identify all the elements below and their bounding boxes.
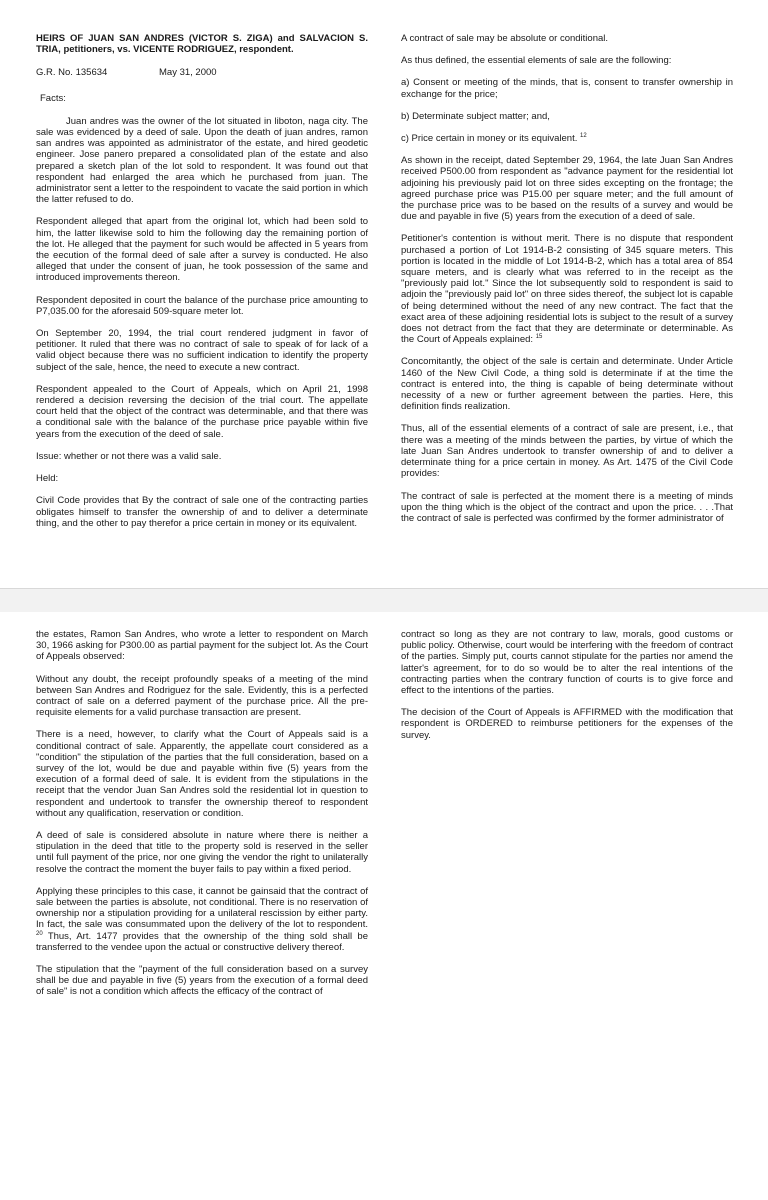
page2-right-column xyxy=(401,629,733,752)
decision-date: May 31, 2000 xyxy=(159,67,217,79)
facts-paragraph: Respondent alleged that apart from the original lot, which had been sold to him, the latter likewise sold to him the following day the remaining portion of the lot. He alleged that the payment for such would be affected in 5 years from the eecution of the formal deed of sale after a survey is conducted. He also alleged that under the consent of juan, he took possession of the same and introduced improvements thereon. xyxy=(36,216,368,284)
body-paragraph: contract so long as they are not contrary to law, morals, good customs or public policy. Otherwise, court would be interfering with the freedom of contract of the parties. Simply put, courts cannot stipulate for the parties nor amend the latter's agreement, for to do so would be to alter the real intentions of the contracting parties when the contrary function of courts is to give force and effect to the intentions of the parties. xyxy=(401,629,733,697)
issue-line: Issue: whether or not there was a valid sale. xyxy=(36,450,222,462)
page1-left-column xyxy=(36,33,368,540)
case-title: HEIRS OF JUAN SAN ANDRES (VICTOR S. ZIGA) and SALVACION S. TRIA, petitioners, vs. VICENTE RODRIGUEZ, respondent. xyxy=(36,33,368,56)
body-text: Petitioner's contention is without merit. There is no dispute that respondent purchased a portion of Lot 1914-B-2 consisting of 345 square meters. This portion is located in the middle of Lot 1914-B-2, which has a total area of 854 square meters, and is clearly what was referred to in the receipt as the "previously paid lot." Since the lot subsequently sold to respondent is said to adjoin the "previously paid lot" on three sides thereof, the subject lot is capable of being determined without the need of any new contract. The fact that the exact area of these adjoining residential lots is subject to the result of a survey does not detract from the fact that they are determinate or determinable. As the Court of Appeals explained: xyxy=(401,233,733,346)
page1-right-column xyxy=(401,33,733,535)
body-text: Applying these principles to this case, it cannot be gainsaid that the contract of sale between the parties is absolute, not conditional. There is no reservation of ownership nor a stipulation providing for a unilateral rescission by either party. In fact, the sale was consummated upon the delivery of the lot to respondent. xyxy=(36,885,368,931)
element-item xyxy=(401,133,733,144)
facts-paragraph: Juan andres was the owner of the lot situated in liboton, naga city. The sale was evidenced by a deed of sale. Upon the death of juan andres, ramon san andres was appointed as administrator of the estate, and hired geodetic engineer. Jose panero prepared a consolidated plan of the estate and also prepared a sketch plan of the lot sold to respondent. It was found out that respondent had enlarged the area which he purchased from juan. The administrator sent a letter to the respoindent to vacate the said portion in which the latter refused to do. xyxy=(36,115,368,206)
page2-left-column xyxy=(36,629,368,1009)
facts-paragraph: On September 20, 1994, the trial court rendered judgment in favor of petitioner. It ruled that there was no contract of sale to speak of for lack of a valid object because there was no sufficient indication to identify the property subject of the sale, hence, the need to execute a new contract. xyxy=(36,328,368,373)
element-item: b) Determinate subject matter; and, xyxy=(401,110,550,122)
body-paragraph: As shown in the receipt, dated September 29, 1964, the late Juan San Andres received P500.00 from respondent as "advance payment for the residential lot adjoining his previously paid lot on three sides excepting on the frontage; the agreed purchase price was P15.00 per square meter; and the full amount of the purchase price was to be based on the results of a survey and would be due and payable in five (5) years from the execution of a deed of sale. xyxy=(401,155,733,223)
body-paragraph: A deed of sale is considered absolute in nature where there is neither a stipulation in the deed that title to the property sold is reserved in the seller until full payment of the price, nor one giving the vendor the right to unilaterally resolve the contract the moment the buyer fails to pay within a fixed period. xyxy=(36,830,368,875)
facts-heading: Facts: xyxy=(40,92,66,104)
body-text: Thus, Art. 1477 provides that the ownership of the thing sold shall be transferred to the vendee upon the actual or constructive delivery thereof. xyxy=(36,930,368,953)
gr-number: G.R. No. 135634 xyxy=(36,67,108,79)
element-item: a) Consent or meeting of the minds, that is, consent to transfer ownership in exchange for the price; xyxy=(401,77,733,100)
case-reference xyxy=(36,67,368,78)
ruling-paragraph: The decision of the Court of Appeals is AFFIRMED with the modification that respondent is ORDERED to reimburse petitioners for the expenses of the survey. xyxy=(401,707,733,741)
facts-paragraph: Respondent appealed to the Court of Appeals, which on April 21, 1998 rendered a decision reversing the decision of the trial court. The appellate court held that the object of the contract was determinable, and that there was a conditional sale with the balance of the purchase price payable within five years from the execution of the deed of sale. xyxy=(36,383,368,440)
held-heading: Held: xyxy=(36,473,59,485)
body-paragraph xyxy=(36,886,368,953)
footnote-ref: 20 xyxy=(36,930,43,937)
body-paragraph: Concomitantly, the object of the sale is certain and determinate. Under Article 1460 of the New Civil Code, a thing sold is determinate if at the time the contract is entered into, the thing is capable of being determinate without necessity of a new or further agreement between the parties. Here, this definition finds realization. xyxy=(401,356,733,413)
element-item-text: c) Price certain in money or its equivalent. xyxy=(401,133,578,145)
body-paragraph: There is a need, however, to clarify what the Court of Appeals said is a conditional contract of sale. Apparently, the appellate court considered as a "condition" the stipulation of the parties that the full consideration, based on a survey of the lot, would be due and payable within five (5) years from the execution of a formal deed of sale. It is evident from the stipulations in the receipt that the vendor Juan San Andres sold the residential lot in question to respondent and undertook to transfer the ownership thereof to respondent without any qualification, reservation or condition. xyxy=(36,729,368,819)
body-paragraph: Without any doubt, the receipt profoundly speaks of a meeting of the mind between San Andres and Rodriguez for the sale. Evidently, this is a perfected contract of sale on a deferred payment of the purchase price. All the pre-requisite elements for a valid purchase transaction are present. xyxy=(36,673,368,719)
body-paragraph: A contract of sale may be absolute or conditional. xyxy=(401,33,609,44)
held-paragraph: Civil Code provides that By the contract of sale one of the contracting parties obligates himself to transfer the ownership of and to deliver a determinate thing, and the other to pay therefor a price certain in money or its equivalent. xyxy=(36,495,368,529)
document-page-2 xyxy=(0,612,768,1200)
page-separator xyxy=(0,588,768,614)
body-paragraph: As thus defined, the essential elements of sale are the following: xyxy=(401,55,672,67)
body-paragraph: The stipulation that the "payment of the full consideration based on a survey shall be due and payable in five (5) years from the execution of a formal deed of sale" is not a condition which affects the efficacy of the contract of xyxy=(36,964,368,998)
footnote-ref: 15 xyxy=(535,334,543,341)
body-paragraph: Thus, all of the essential elements of a contract of sale are present, i.e., that there was a meeting of the minds between the parties, by virtue of which the late Juan San Andres undertook to transfer ownership of and to deliver a determinate thing for a price certain in money. As Art. 1475 of the Civil Code provides: xyxy=(401,423,733,480)
footnote-ref: 12 xyxy=(580,132,587,139)
body-paragraph xyxy=(401,233,733,345)
facts-paragraph: Respondent deposited in court the balance of the purchase price amounting to P7,035.00 for the aforesaid 509-square meter lot. xyxy=(36,294,368,317)
body-paragraph: The contract of sale is perfected at the moment there is a meeting of minds upon the thing which is the object of the contract and upon the price. . . .That the contract of sale is perfected was confirmed by the former administrator of xyxy=(401,490,733,524)
body-paragraph: the estates, Ramon San Andres, who wrote a letter to respondent on March 30, 1966 asking for P300.00 as partial payment for the subject lot. As the Court of Appeals observed: xyxy=(36,629,368,663)
document-page-1 xyxy=(0,0,768,588)
